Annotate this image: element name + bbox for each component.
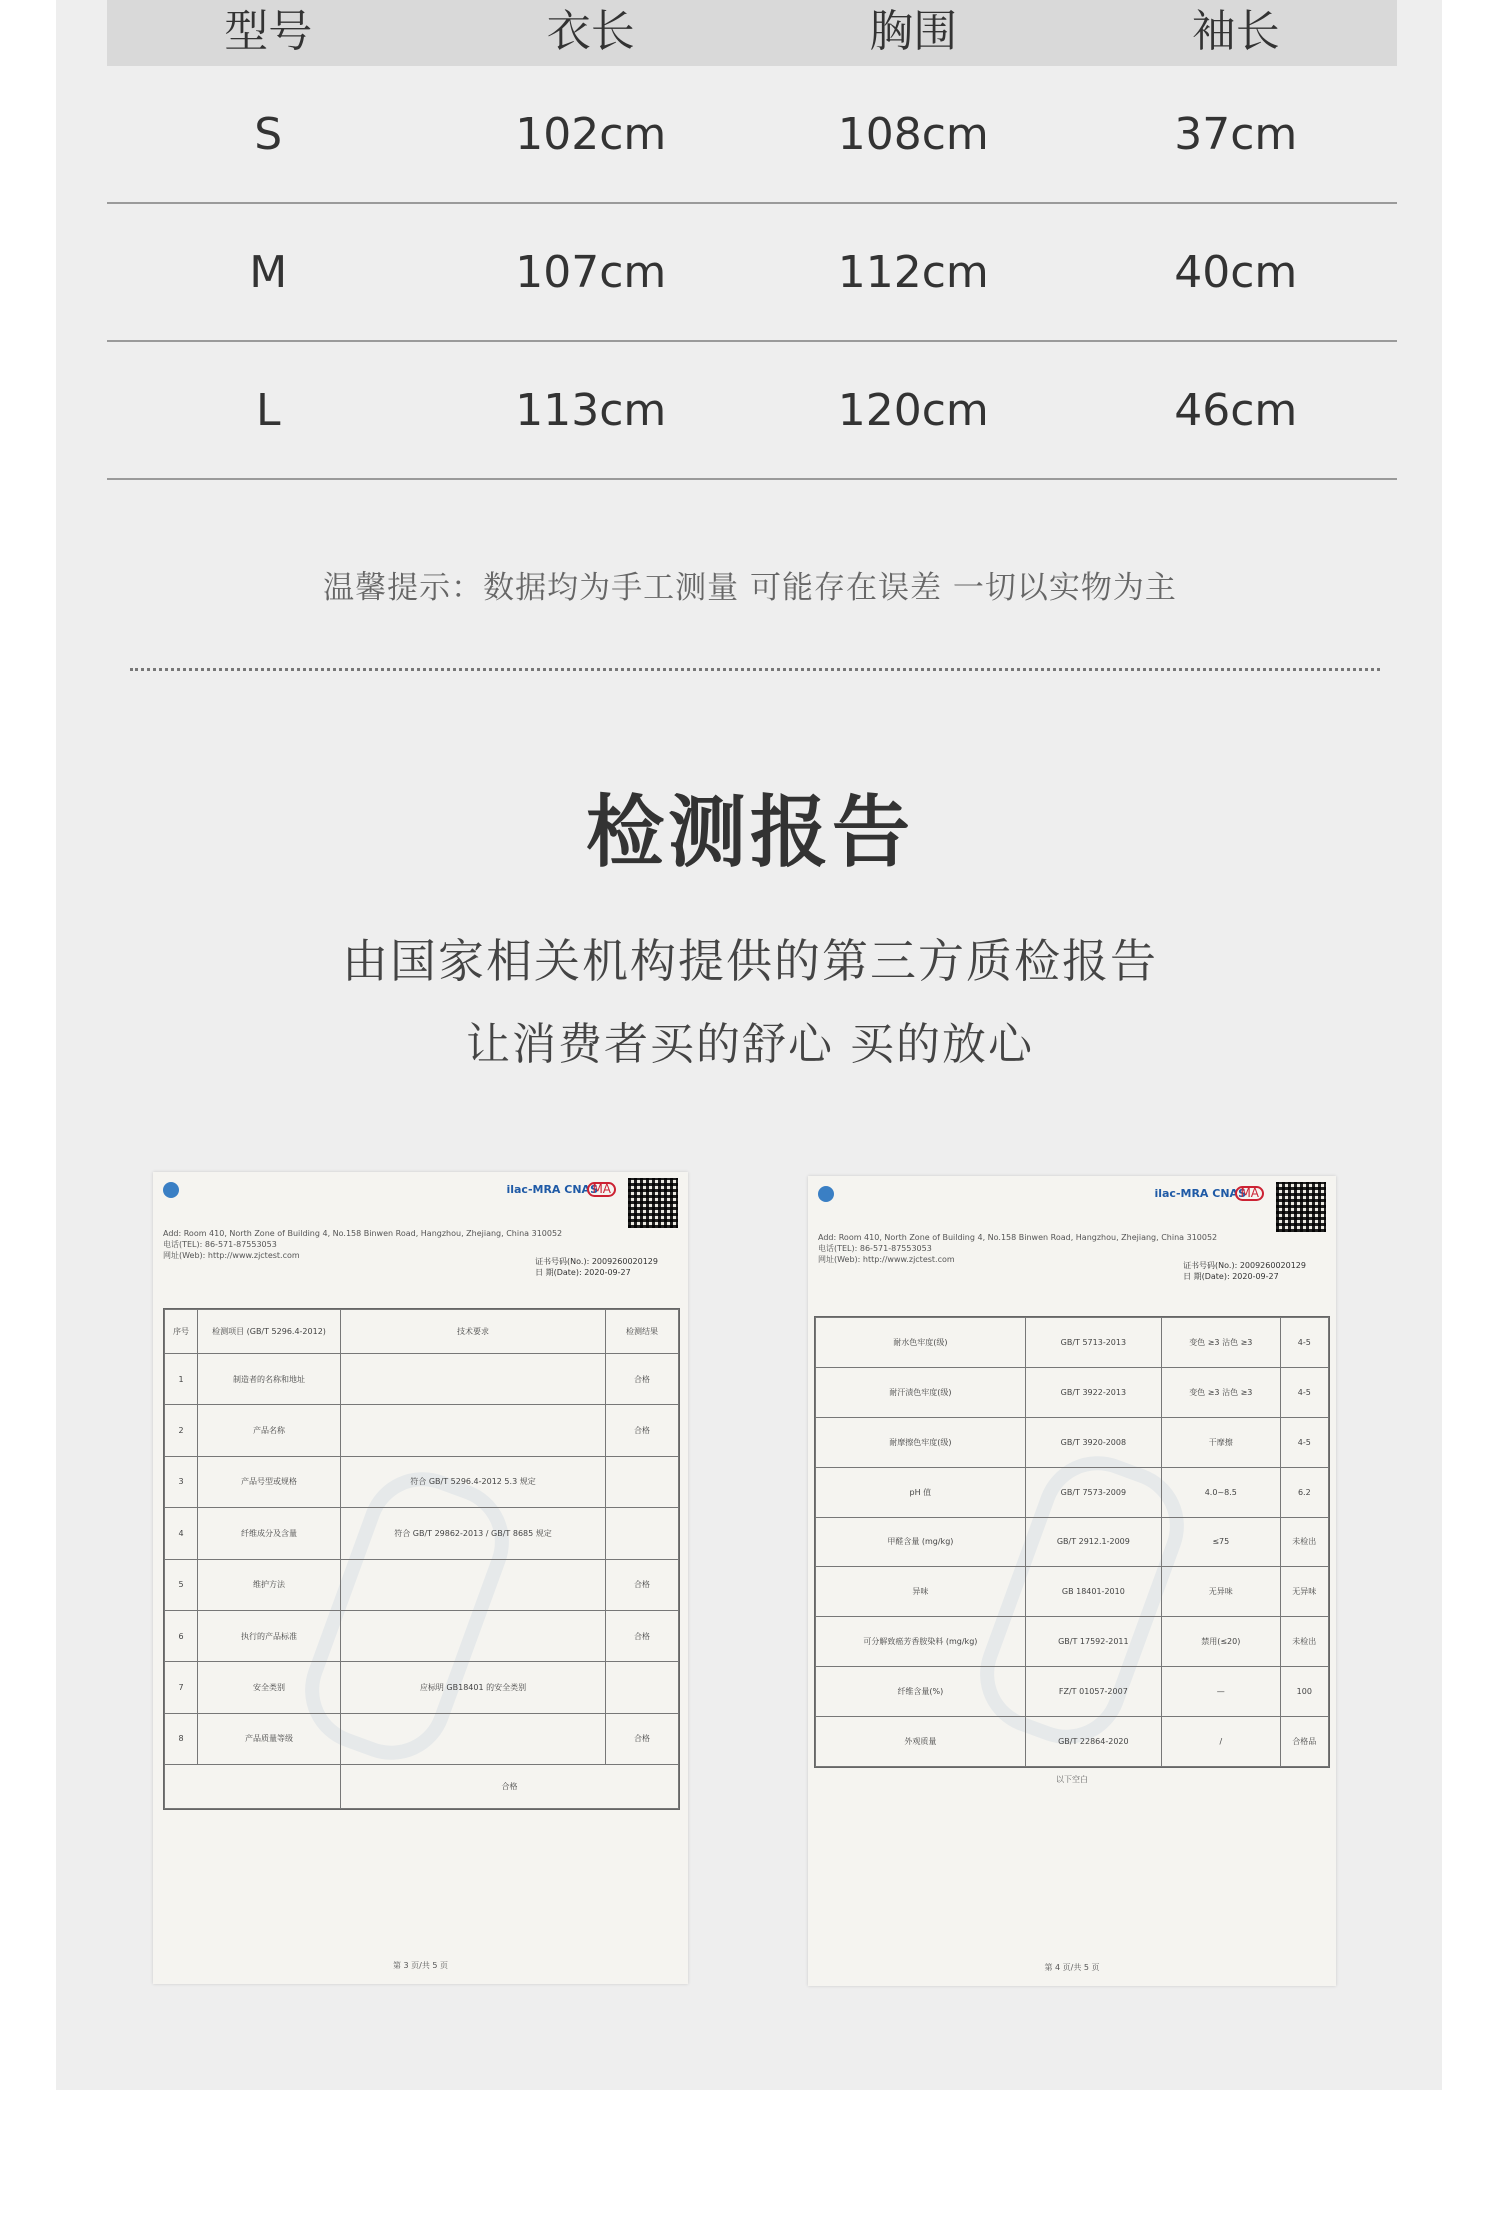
row-num: 2 — [165, 1405, 198, 1456]
row-method: GB/T 22864-2020 — [1025, 1717, 1161, 1767]
conclusion-label — [165, 1765, 341, 1809]
row-requirement — [341, 1713, 606, 1764]
conclusion-value: 合格 — [341, 1765, 679, 1809]
row-result: 合格 — [606, 1405, 679, 1456]
row-item: 产品质量等级 — [198, 1713, 341, 1764]
row-num: 7 — [165, 1662, 198, 1713]
col-header: 技术要求 — [341, 1310, 606, 1354]
sleeve-cell: 40cm — [1174, 246, 1298, 298]
length-cell: 107cm — [515, 246, 667, 298]
col-header: 检测项目 (GB/T 5296.4-2012) — [198, 1310, 341, 1354]
row-result: 6.2 — [1280, 1467, 1328, 1517]
row-num: 4 — [165, 1508, 198, 1559]
size-table — [107, 0, 1397, 480]
row-result: 合格 — [606, 1610, 679, 1661]
qr-code-icon — [628, 1178, 678, 1228]
row-method: GB/T 3922-2013 — [1025, 1367, 1161, 1417]
report-header — [818, 1186, 1326, 1306]
report-title: 检测报告 — [585, 788, 914, 878]
cma-stamp-icon: MA — [1235, 1186, 1264, 1201]
row-item: 耐汗渍色牢度(级) — [816, 1367, 1026, 1417]
row-method: FZ/T 01057-2007 — [1025, 1667, 1161, 1717]
report-tel: 电话(TEL): 86-571-87553053 — [163, 1240, 277, 1249]
row-method: GB 18401-2010 — [1025, 1567, 1161, 1617]
report-footer: 第 3 页/共 5 页 — [392, 1961, 449, 1970]
row-requirement: 符合 GB/T 29862-2013 / GB/T 8685 规定 — [341, 1508, 606, 1559]
row-requirement: 符合 GB/T 5296.4-2012 5.3 规定 — [341, 1456, 606, 1507]
row-requirement: / — [1161, 1717, 1280, 1767]
header-sleeve: 袖长 — [1191, 6, 1280, 57]
col-header: 序号 — [165, 1310, 198, 1354]
size-table-header — [107, 0, 1397, 66]
row-requirement: — — [1161, 1667, 1280, 1717]
chest-cell: 120cm — [837, 384, 989, 436]
row-requirement: ≤75 — [1161, 1517, 1280, 1567]
row-method: GB/T 5713-2013 — [1025, 1318, 1161, 1368]
row-result: 合格品 — [1280, 1717, 1328, 1767]
row-result — [606, 1662, 679, 1713]
size-cell: M — [249, 246, 288, 298]
table-row — [107, 342, 1397, 480]
row-result: 未检出 — [1280, 1517, 1328, 1567]
report-cert-info — [1183, 1260, 1306, 1282]
row-num: 8 — [165, 1713, 198, 1764]
length-cell: 102cm — [515, 108, 667, 160]
chest-cell: 112cm — [837, 246, 989, 298]
report-web: 网址(Web): http://www.zjctest.com — [163, 1251, 300, 1260]
row-result: 100 — [1280, 1667, 1328, 1717]
cert-date: 日 期(Date): 2020-09-27 — [535, 1268, 631, 1277]
inspection-report-page-3 — [153, 1172, 688, 1984]
inspection-report-page-4 — [808, 1176, 1336, 1986]
row-item: 制造者的名称和地址 — [198, 1354, 341, 1405]
row-result: 4-5 — [1280, 1318, 1328, 1368]
row-item: 维护方法 — [198, 1559, 341, 1610]
measurement-tip: 温馨提示：数据均为手工测量 可能存在误差 一切以实物为主 — [323, 570, 1177, 606]
row-requirement: 4.0~8.5 — [1161, 1467, 1280, 1517]
row-num: 5 — [165, 1559, 198, 1610]
row-requirement: 变色 ≥3 沾色 ≥3 — [1161, 1318, 1280, 1368]
row-num: 3 — [165, 1456, 198, 1507]
row-requirement — [341, 1405, 606, 1456]
row-result: 4-5 — [1280, 1367, 1328, 1417]
report-address: Add: Room 410, North Zone of Building 4, No.158 Binwen Road, Hangzhou, Zhejiang, China 310052 — [818, 1233, 1218, 1242]
row-item: 异味 — [816, 1567, 1026, 1617]
report-footer: 第 4 页/共 5 页 — [1044, 1963, 1100, 1972]
report-table — [814, 1316, 1330, 1768]
row-requirement — [341, 1559, 606, 1610]
row-item: 产品名称 — [198, 1405, 341, 1456]
size-cell: S — [254, 108, 283, 160]
size-cell: L — [255, 384, 281, 436]
report-header — [163, 1182, 678, 1302]
row-requirement: 无异味 — [1161, 1567, 1280, 1617]
cnas-logo-icon: ilac-MRA CNAS — [506, 1183, 598, 1196]
report-end-note: 以下空白 — [1056, 1775, 1088, 1784]
dotted-divider — [130, 668, 1380, 671]
row-num: 6 — [165, 1610, 198, 1661]
row-item: 耐摩擦色牢度(级) — [816, 1417, 1026, 1467]
row-result: 4-5 — [1280, 1417, 1328, 1467]
row-method: GB/T 2912.1-2009 — [1025, 1517, 1161, 1567]
row-method: GB/T 3920-2008 — [1025, 1417, 1161, 1467]
row-result: 未检出 — [1280, 1617, 1328, 1667]
row-result: 合格 — [606, 1354, 679, 1405]
row-requirement — [341, 1610, 606, 1661]
cma-stamp-icon: MA — [587, 1182, 616, 1197]
row-result: 合格 — [606, 1713, 679, 1764]
row-item: 外观质量 — [816, 1717, 1026, 1767]
table-row — [107, 204, 1397, 342]
cert-number: 证书号码(No.): 2009260020129 — [1183, 1261, 1306, 1270]
cnas-logo-icon: ilac-MRA CNAS — [1154, 1187, 1246, 1200]
cert-number: 证书号码(No.): 2009260020129 — [535, 1257, 658, 1266]
institute-logo-icon — [163, 1182, 179, 1198]
row-requirement: 干摩擦 — [1161, 1417, 1280, 1467]
header-length: 衣长 — [546, 6, 635, 57]
row-num: 1 — [165, 1354, 198, 1405]
qr-code-icon — [1276, 1182, 1326, 1232]
report-cert-info — [535, 1256, 658, 1278]
row-requirement — [341, 1354, 606, 1405]
report-tel: 电话(TEL): 86-571-87553053 — [818, 1244, 932, 1253]
header-chest: 胸围 — [869, 6, 958, 57]
row-method: GB/T 17592-2011 — [1025, 1617, 1161, 1667]
cert-date: 日 期(Date): 2020-09-27 — [1183, 1272, 1279, 1281]
row-result — [606, 1508, 679, 1559]
report-table — [163, 1308, 680, 1810]
sleeve-cell: 46cm — [1174, 384, 1298, 436]
row-item: pH 值 — [816, 1467, 1026, 1517]
row-item: 安全类别 — [198, 1662, 341, 1713]
row-result: 无异味 — [1280, 1567, 1328, 1617]
length-cell: 113cm — [515, 384, 667, 436]
chest-cell: 108cm — [837, 108, 989, 160]
report-subtitle: 由国家相关机构提供的第三方质检报告 — [342, 934, 1158, 988]
row-item: 产品号型或规格 — [198, 1456, 341, 1507]
row-item: 纤维含量(%) — [816, 1667, 1026, 1717]
row-item: 甲醛含量 (mg/kg) — [816, 1517, 1026, 1567]
row-result: 合格 — [606, 1559, 679, 1610]
report-tagline: 让消费者买的舒心 买的放心 — [466, 1019, 1034, 1070]
row-result — [606, 1456, 679, 1507]
row-requirement: 禁用(≤20) — [1161, 1617, 1280, 1667]
report-web: 网址(Web): http://www.zjctest.com — [818, 1255, 955, 1264]
row-item: 可分解致癌芳香胺染料 (mg/kg) — [816, 1617, 1026, 1667]
col-header: 检测结果 — [606, 1310, 679, 1354]
table-row — [107, 66, 1397, 204]
row-item: 执行的产品标准 — [198, 1610, 341, 1661]
institute-logo-icon — [818, 1186, 834, 1202]
row-method: GB/T 7573-2009 — [1025, 1467, 1161, 1517]
report-address: Add: Room 410, North Zone of Building 4, No.158 Binwen Road, Hangzhou, Zhejiang, China 310052 — [163, 1229, 563, 1238]
header-model: 型号 — [224, 6, 313, 57]
sleeve-cell: 37cm — [1174, 108, 1298, 160]
row-item: 纤维成分及含量 — [198, 1508, 341, 1559]
row-item: 耐水色牢度(级) — [816, 1318, 1026, 1368]
row-requirement: 变色 ≥3 沾色 ≥3 — [1161, 1367, 1280, 1417]
row-requirement: 应标明 GB18401 的安全类别 — [341, 1662, 606, 1713]
